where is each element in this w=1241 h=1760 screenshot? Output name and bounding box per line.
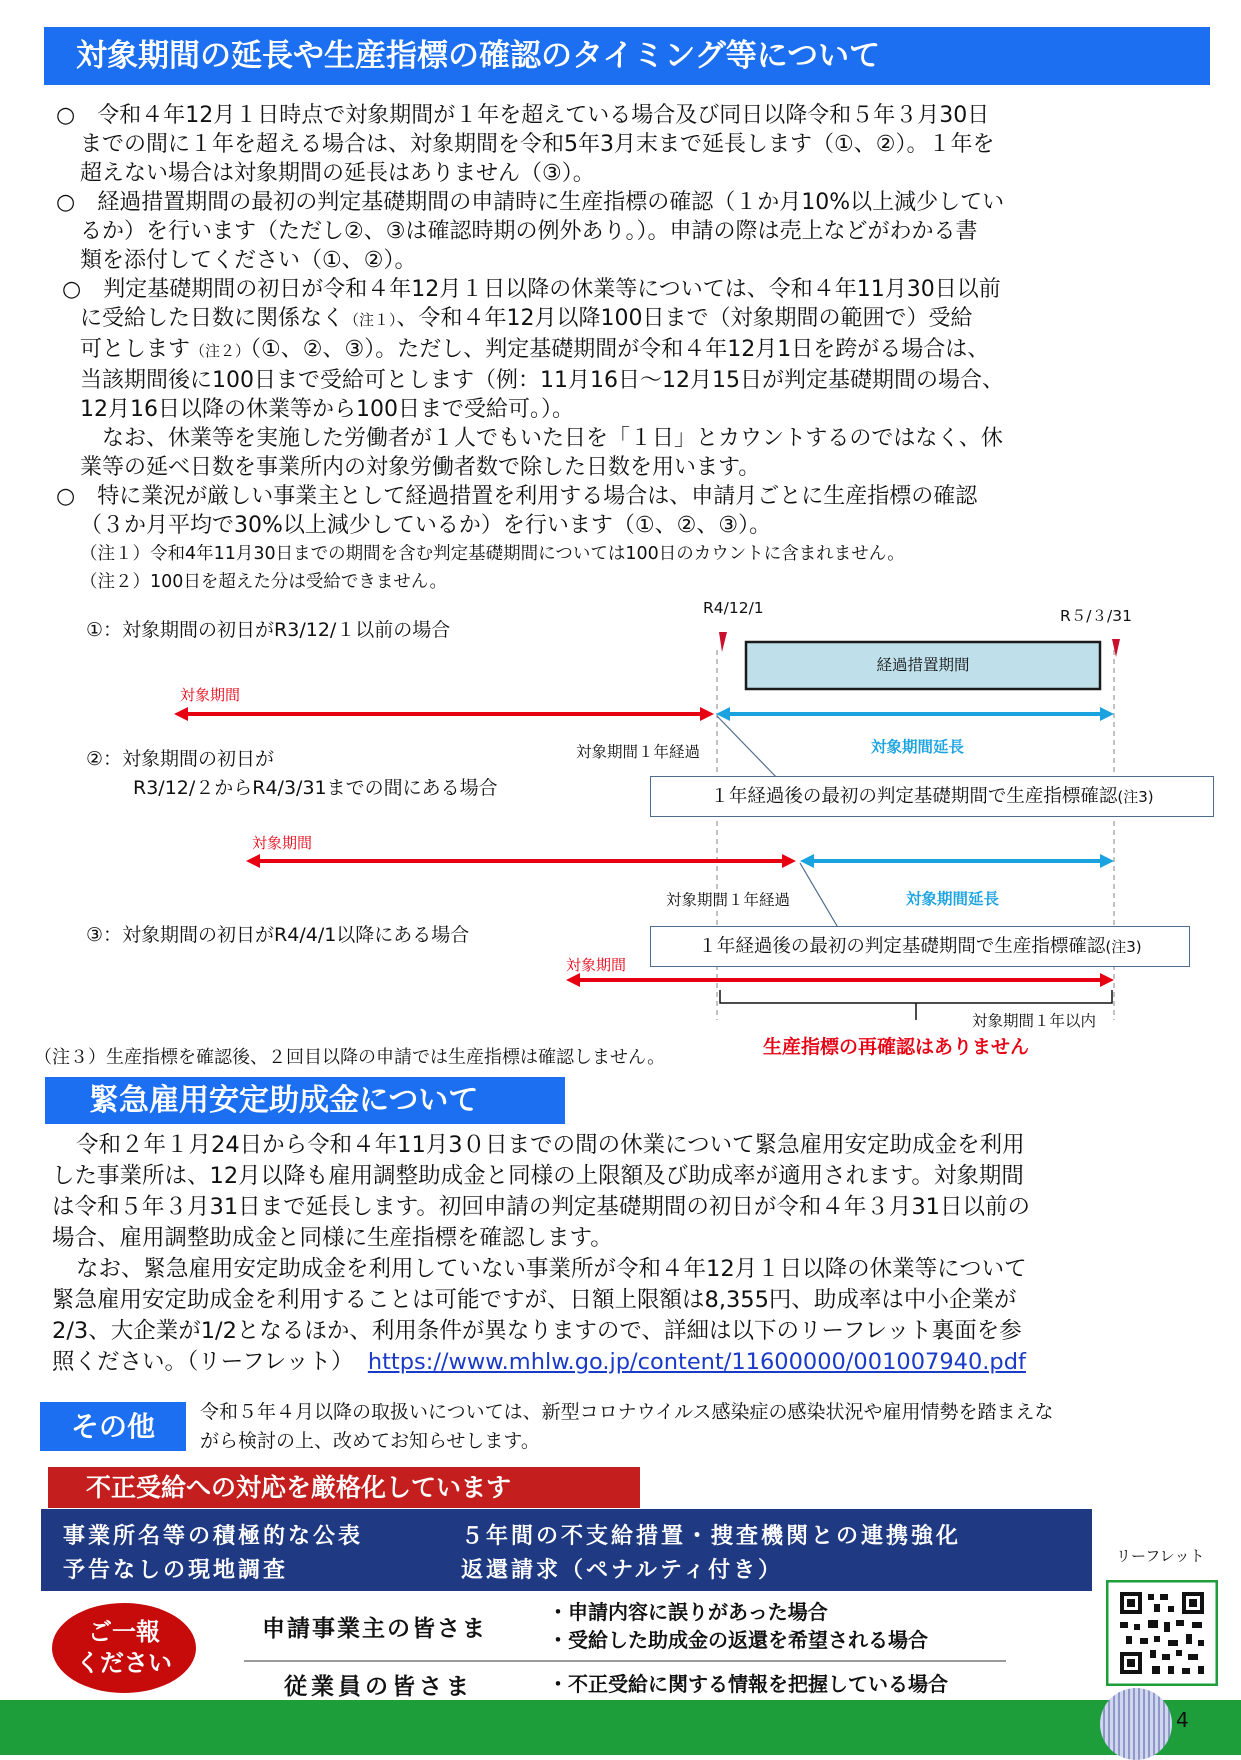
section3-line1: 令和５年４月以降の取扱いについては、新型コロナウイルス感染症の感染状況や雇用情勢を踏まえな — [200, 1401, 1054, 1423]
bullet3-line4: 当該期間後に100日まで受給可とします（例：11月16日～12月15日が判定基礎期間の場合、 — [80, 368, 1004, 393]
bullet4-line2: （３か月平均で30%以上減少しているか）を行います（①、②、③）。 — [80, 513, 772, 538]
case3-period-label: 対象期間 — [566, 956, 627, 974]
bullet1-line3: 超えない場合は対象期間の延長はありません（③）。 — [80, 161, 595, 186]
section-title-period-extension: 対象期間の延長や生産指標の確認のタイミング等について — [44, 27, 1210, 85]
within-one-year-bracket — [720, 990, 1112, 1003]
bullet3-line5: 12月16日以降の休業等から100日まで受給可。）。 — [80, 397, 574, 422]
case2-check-note: (注3) — [1105, 938, 1142, 956]
bullet2-line2: るか）を行います（ただし②、③は確認時期の例外あり。）。申請の際は売上などがわかる書 — [80, 219, 978, 244]
case2-label-line1: ②：対象期間の初日が — [86, 748, 275, 770]
section3-body — [200, 1398, 1053, 1456]
section2-p2-line3: 2/3、大企業が1/2となるほか、利用条件が異なりますので、詳細は以下のリーフレット裏面を参 — [52, 1318, 1022, 1344]
measure-onsite-inspection: 予告なしの現地調査 — [63, 1558, 289, 1583]
case2-label-line2: R3/12/２からR4/3/31までの間にある場合 — [133, 777, 498, 799]
bullet2-line3: 類を添付してください（①、②）。 — [80, 248, 417, 273]
employee-item-1: ・不正受給に関する情報を把握している場合 — [548, 1672, 948, 1696]
note3: （注３）生産指標を確認後、２回目以降の申請では生産指標は確認しません。 — [34, 1047, 666, 1068]
section-title-other: その他 — [40, 1402, 186, 1451]
within-one-year-label: 対象期間１年以内 — [972, 1012, 1097, 1030]
section2-p1-line4: 場合、雇用調整助成金と同様に生産指標を確認します。 — [52, 1225, 613, 1251]
leaflet-link[interactable]: https://www.mhlw.go.jp/content/11600000/001007940.pdf — [367, 1349, 1026, 1375]
page-number: 4 — [1176, 1708, 1189, 1732]
note-ref-2: （注２） — [190, 342, 251, 360]
contact-us-badge — [52, 1603, 196, 1693]
case3-period-arrowhead-right — [1100, 973, 1114, 987]
case1-check-note: (注3) — [1117, 788, 1154, 806]
no-recheck-note: 生産指標の再確認はありません — [763, 1036, 1030, 1058]
bullet3-line3: 可とします（注２）（①、②、③）。ただし、判定基礎期間が令和４年12月1日を跨がる場合は、 — [80, 337, 990, 362]
fraud-measures-panel — [41, 1509, 1092, 1591]
section2-p1-line2: した事業所は、12月以降も雇用調整助成金と同様の上限額及び助成率が適用されます。対象期間 — [52, 1163, 1024, 1189]
case3-label: ③：対象期間の初日がR4/4/1以降にある場合 — [86, 924, 470, 946]
date-start-marker — [719, 632, 727, 652]
qr-leaflet-label: リーフレット — [1116, 1547, 1205, 1565]
contact-divider — [244, 1660, 1006, 1662]
bullet3-line2: に受給した日数に関係なく（注１）、令和４年12月以降100日まで（対象期間の範囲で）受給 — [80, 306, 973, 331]
date-start-label: R4/12/1 — [703, 599, 764, 617]
case2-check-box: １年経過後の最初の判定基礎期間で生産指標確認(注3) — [650, 926, 1190, 967]
case1-check-box: １年経過後の最初の判定基礎期間で生産指標確認(注3) — [650, 776, 1214, 817]
page-number-badge — [1100, 1688, 1172, 1760]
case2-callout-pointer — [800, 863, 840, 931]
transition-period-label: 経過措置期間 — [876, 656, 970, 674]
measure-repayment-claim: 返還請求（ペナルティ付き） — [461, 1558, 784, 1583]
qr-code-icon[interactable] — [1106, 1580, 1218, 1686]
case2-period-arrowhead-right — [782, 854, 796, 868]
employer-heading: 申請事業主の皆さま — [262, 1616, 487, 1642]
case2-one-year-label: 対象期間１年経過 — [666, 891, 791, 909]
case3-period-arrowhead-left — [566, 973, 580, 987]
section-title-fraud: 不正受給への対応を厳格化しています — [48, 1467, 640, 1508]
contact-badge-line1: ご一報 — [88, 1618, 160, 1646]
section2-p1-line3: は令和５年３月31日まで延長します。初回申請の判定基礎期間の初日が令和４年３月31日以前の — [52, 1194, 1030, 1220]
note-ref-1: （注１） — [344, 311, 397, 329]
case1-callout-pointer — [717, 716, 780, 781]
footer-bar — [0, 1700, 1241, 1755]
section3-line2: がら検討の上、改めてお知らせします。 — [200, 1430, 540, 1452]
date-end-marker — [1112, 639, 1120, 657]
section2-p2-line2: 緊急雇用安定助成金を利用することは可能ですが、日額上限額は8,355円、助成率は中小企業が — [52, 1287, 1017, 1313]
case2-extension-arrowhead-right — [1100, 854, 1114, 868]
case1-one-year-label: 対象期間１年経過 — [576, 743, 701, 761]
employer-item-1: ・申請内容に誤りがあった場合 — [548, 1600, 828, 1624]
bullet3-line1: ○ 判定基礎期間の初日が令和４年12月１日以降の休業等については、令和４年11月30日以前 — [62, 277, 1001, 302]
measure-public-disclosure: 事業所名等の積極的な公表 — [63, 1524, 364, 1549]
date-end-label: R５/３/31 — [1060, 607, 1132, 625]
section-title-emergency-subsidy: 緊急雇用安定助成金について — [45, 1077, 565, 1124]
section2-body — [52, 1130, 1212, 1378]
bullet1-line1: ○ 令和４年12月１日時点で対象期間が１年を超えている場合及び同日以降令和５年３月30日 — [56, 103, 990, 128]
case1-period-arrowhead-left — [174, 707, 188, 721]
bullet3-line6: なお、休業等を実施した労働者が１人でもいた日を「１日」とカウントするのではなく、休 — [102, 426, 1003, 451]
employer-item-2: ・受給した助成金の返還を希望される場合 — [548, 1628, 928, 1652]
bullet2-line1: ○ 経過措置期間の最初の判定基礎期間の申請時に生産指標の確認（１か月10%以上減少してい — [56, 190, 1005, 215]
bullet1-line2: までの間に１年を超える場合は、対象期間を令和5年3月末まで延長します（①、②）。１年を — [80, 132, 995, 157]
case1-label: ①：対象期間の初日がR3/12/１以前の場合 — [86, 619, 451, 641]
section2-p2-line4: 照ください。（リーフレット） https://www.mhlw.go.jp/content/11600000/001007940.pdf — [52, 1349, 1026, 1375]
note2: （注２）100日を超えた分は受給できません。 — [80, 572, 447, 592]
case2-period-arrowhead-left — [246, 854, 260, 868]
employee-heading: 従業員の皆さま — [284, 1674, 473, 1700]
contact-badge-line2: ください — [76, 1649, 172, 1677]
case1-extension-arrowhead-right — [1100, 707, 1114, 721]
bullet3-line7: 業等の延べ日数を事業所内の対象労働者数で除した日数を用います。 — [80, 455, 761, 480]
case1-extension-arrowhead-left — [716, 707, 730, 721]
case1-period-label: 対象期間 — [180, 686, 241, 704]
case1-extension-label: 対象期間延長 — [871, 738, 965, 756]
bullet4-line1: ○ 特に業況が厳しい事業主として経過措置を利用する場合は、申請月ごとに生産指標の確認 — [56, 484, 978, 509]
measure-non-payment: ５年間の不支給措置・捜査機関との連携強化 — [461, 1524, 962, 1549]
case2-extension-label: 対象期間延長 — [906, 890, 1000, 908]
section2-p2-line1: なお、緊急雇用安定助成金を利用していない事業所が令和４年12月１日以降の休業等について — [76, 1256, 1027, 1282]
case2-period-label: 対象期間 — [252, 834, 313, 852]
case1-period-arrowhead-right — [700, 707, 714, 721]
note1: （注１）令和4年11月30日までの期間を含む判定基礎期間については100日のカウントに含まれません。 — [80, 544, 905, 564]
section2-p1-line1: 令和２年１月24日から令和４年11月3０日までの間の休業について緊急雇用安定助成金を利用 — [76, 1132, 1025, 1158]
